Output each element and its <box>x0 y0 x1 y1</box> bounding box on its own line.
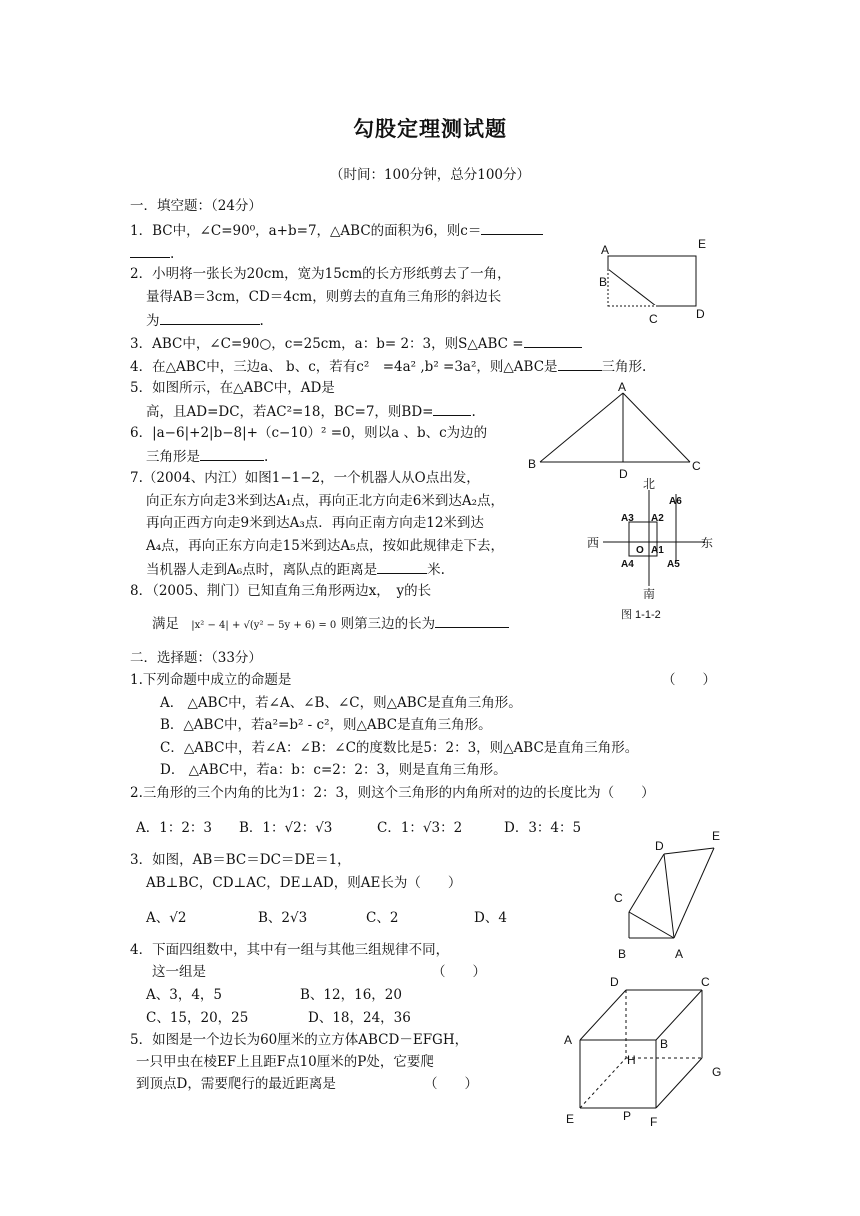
question-2-3a: 3．如图，AB＝BC＝DC＝DE＝1， <box>130 852 351 868</box>
answer-paren: （ ） <box>662 672 716 688</box>
q2-4-option-a: A、3，4，5 <box>146 987 223 1003</box>
answer-blank <box>481 220 543 235</box>
label-a2: A2 <box>651 513 664 524</box>
label-a: A <box>601 243 610 257</box>
label-b: B <box>599 275 608 289</box>
q3-text: 3．ABC中，∠C=90○，c=25cm，a：b= 2：3，则S△ABC = <box>130 336 524 352</box>
page-title: 勾股定理测试题 <box>353 116 507 141</box>
q6-text: 三角形是 <box>146 449 200 465</box>
label-a: A <box>675 947 684 961</box>
question-1-2c <box>146 310 264 330</box>
page-subtitle: （时间：100分钟，总分100分） <box>329 167 531 183</box>
question-2-5a: 5．如图是一个边长为60厘米的立方体ABCD－EFGH， <box>130 1032 469 1048</box>
question-1-8a: 8．（2005、荆门）已知直角三角形两边x， y的长 <box>130 583 432 599</box>
answer-blank <box>160 310 260 325</box>
answer-blank <box>377 559 427 574</box>
q7-text: 当机器人走到A₆点时，离队点的距离是 <box>146 562 378 578</box>
label-north: 北 <box>643 477 656 491</box>
label-g: G <box>712 1065 722 1079</box>
label-a4: A4 <box>621 559 634 570</box>
q4-text: 4．在△ABC中，三边a、 b、c，若有c² =4a² ,b² =3a²，则△ABC是 <box>130 359 558 375</box>
label-a3: A3 <box>621 513 634 524</box>
triangle-figure <box>528 380 708 484</box>
q2-2-option-b: B．1：√2：√3 <box>239 820 333 836</box>
label-p: P <box>623 1109 632 1123</box>
answer-blank <box>524 333 582 348</box>
label-h: H <box>627 1053 636 1067</box>
spiral-triangles-figure <box>610 826 726 962</box>
label-a6: A6 <box>669 496 682 507</box>
q2-3-option-c: C、2 <box>366 910 399 926</box>
label-c: C <box>649 312 658 326</box>
question-2-4a: 4．下面四组数中，其中有一组与其他三组规律不同， <box>130 942 450 958</box>
cube-figure <box>560 968 730 1132</box>
label-c: C <box>701 975 710 989</box>
label-b: B <box>618 947 627 961</box>
q8-prefix: 满足 <box>152 616 179 632</box>
question-2-4b: 这一组是 <box>152 964 206 980</box>
label-d: D <box>610 975 619 989</box>
q2-4-option-c: C、15，20，25 <box>146 1010 249 1026</box>
question-1-7d: A₄点，再向正东方向走15米到达A₅点，按如此规律走下去， <box>146 538 504 554</box>
robot-path-figure <box>583 476 715 624</box>
q2-prefix: 为 <box>146 313 160 329</box>
question-1-6b <box>146 446 268 466</box>
question-1-7c: 再向正西方向走9米到达A₃点．再向正南方向走12米到达 <box>146 515 484 531</box>
question-2-5b: 一只甲虫在棱EF上且距F点10厘米的P处，它要爬 <box>136 1054 434 1070</box>
question-1-5b <box>146 401 476 421</box>
q5-end: . <box>471 404 476 420</box>
section1-heading: 一．填空题：（24分） <box>130 198 262 214</box>
label-a5: A5 <box>667 559 680 570</box>
label-south: 南 <box>643 587 656 601</box>
label-west: 西 <box>587 536 600 550</box>
q2-end: . <box>259 313 264 329</box>
question-1-1-cont <box>130 243 174 263</box>
answer-blank <box>200 446 264 461</box>
question-1-4 <box>130 356 646 376</box>
answer-paren: （ ） <box>432 964 486 980</box>
q1-text: 1．BC中，∠C=90⁰，a+b=7，△ABC的面积为6，则c＝ <box>130 223 482 239</box>
q1-end: . <box>170 246 175 262</box>
label-d: D <box>655 839 664 853</box>
label-c: C <box>614 891 623 905</box>
q2-1-option-c: C．△ABC中，若∠A：∠B：∠C的度数比是5：2：3，则△ABC是直角三角形。 <box>160 740 639 756</box>
question-1-1 <box>130 220 543 240</box>
label-e: E <box>566 1112 575 1126</box>
q2-1-option-d: D． △ABC中，若a：b：c=2：2：3，则是直角三角形。 <box>160 762 507 778</box>
label-east: 东 <box>701 536 714 550</box>
q8-formula: |x² − 4| + √(y² − 5y + 6) = 0 <box>191 620 337 631</box>
q5-text: 高，且AD=DC，若AC²=18，BC=7，则BD= <box>146 404 434 420</box>
rectangle-cut-figure <box>596 236 716 328</box>
question-2-3b: AB⊥BC，CD⊥AC，DE⊥AD，则AE长为（ ） <box>146 875 462 891</box>
answer-blank <box>433 401 471 416</box>
question-1-7b: 向正东方向走3米到达A₁点，再向正北方向走6米到达A₂点， <box>146 493 504 509</box>
label-c: C <box>692 459 701 473</box>
label-d: D <box>696 307 705 321</box>
q2-2-option-d: D．3：4：5 <box>504 820 582 836</box>
label-b: B <box>528 457 537 471</box>
question-1-2a: 2．小明将一张长为20cm，宽为15cm的长方形纸剪去了一角， <box>130 266 511 282</box>
label-b: B <box>660 1037 669 1051</box>
q4-end: 三角形. <box>601 359 647 375</box>
question-1-7e <box>146 559 445 579</box>
label-a: A <box>564 1033 573 1047</box>
q8-text: 则第三边的长为 <box>340 616 436 632</box>
q2-1-option-b: B．△ABC中，若a²=b² - c²，则△ABC是直角三角形。 <box>160 717 492 733</box>
q2-3-option-b: B、2√3 <box>258 910 308 926</box>
q2-3-option-a: A、√2 <box>146 910 187 926</box>
answer-blank <box>435 613 509 628</box>
label-d: D <box>619 467 628 481</box>
q2-1-option-a: A． △ABC中，若∠A、∠B、∠C，则△ABC是直角三角形。 <box>160 695 522 711</box>
q7-end: 米. <box>427 562 445 578</box>
section2-heading: 二．选择题：（33分） <box>130 650 262 666</box>
label-a: A <box>618 380 627 394</box>
answer-blank <box>558 356 602 371</box>
label-a1: A1 <box>651 545 664 556</box>
q2-2-option-c: C．1：√3：2 <box>377 820 463 836</box>
label-o: O <box>636 545 644 556</box>
question-2-1: 1.下列命题中成立的命题是 <box>130 672 292 688</box>
answer-paren: （ ） <box>424 1076 478 1092</box>
q6-end: . <box>264 449 269 465</box>
question-2-2: 2.三角形的三个内角的比为1：2：3，则这个三角形的内角所对的边的长度比为（ ） <box>130 785 655 801</box>
label-f: F <box>650 1115 658 1129</box>
q2-4-option-b: B、12，16，20 <box>300 987 402 1003</box>
question-1-7a: 7.（2004、内江）如图1−1−2，一个机器人从O点出发， <box>130 470 480 486</box>
question-1-2b: 量得AB＝3cm，CD＝4cm，则剪去的直角三角形的斜边长 <box>146 289 502 305</box>
answer-blank <box>130 243 170 258</box>
q2-3-option-d: D、4 <box>474 910 507 926</box>
label-e: E <box>712 829 721 843</box>
question-1-6a: 6．|a−6|+2|b−8|+（c−10）² =0，则以a 、b、c为边的 <box>130 425 488 441</box>
label-e: E <box>698 237 707 251</box>
question-1-3 <box>130 333 582 353</box>
question-1-8b <box>152 613 509 635</box>
q2-4-option-d: D、18，24，36 <box>308 1010 411 1026</box>
question-1-5a: 5．如图所示，在△ABC中，AD是 <box>130 380 335 396</box>
question-2-5c: 到顶点D，需要爬行的最近距离是 <box>136 1076 336 1092</box>
figure-caption: 图 1-1-2 <box>621 609 661 621</box>
q2-2-option-a: A．1：2：3 <box>136 820 213 836</box>
